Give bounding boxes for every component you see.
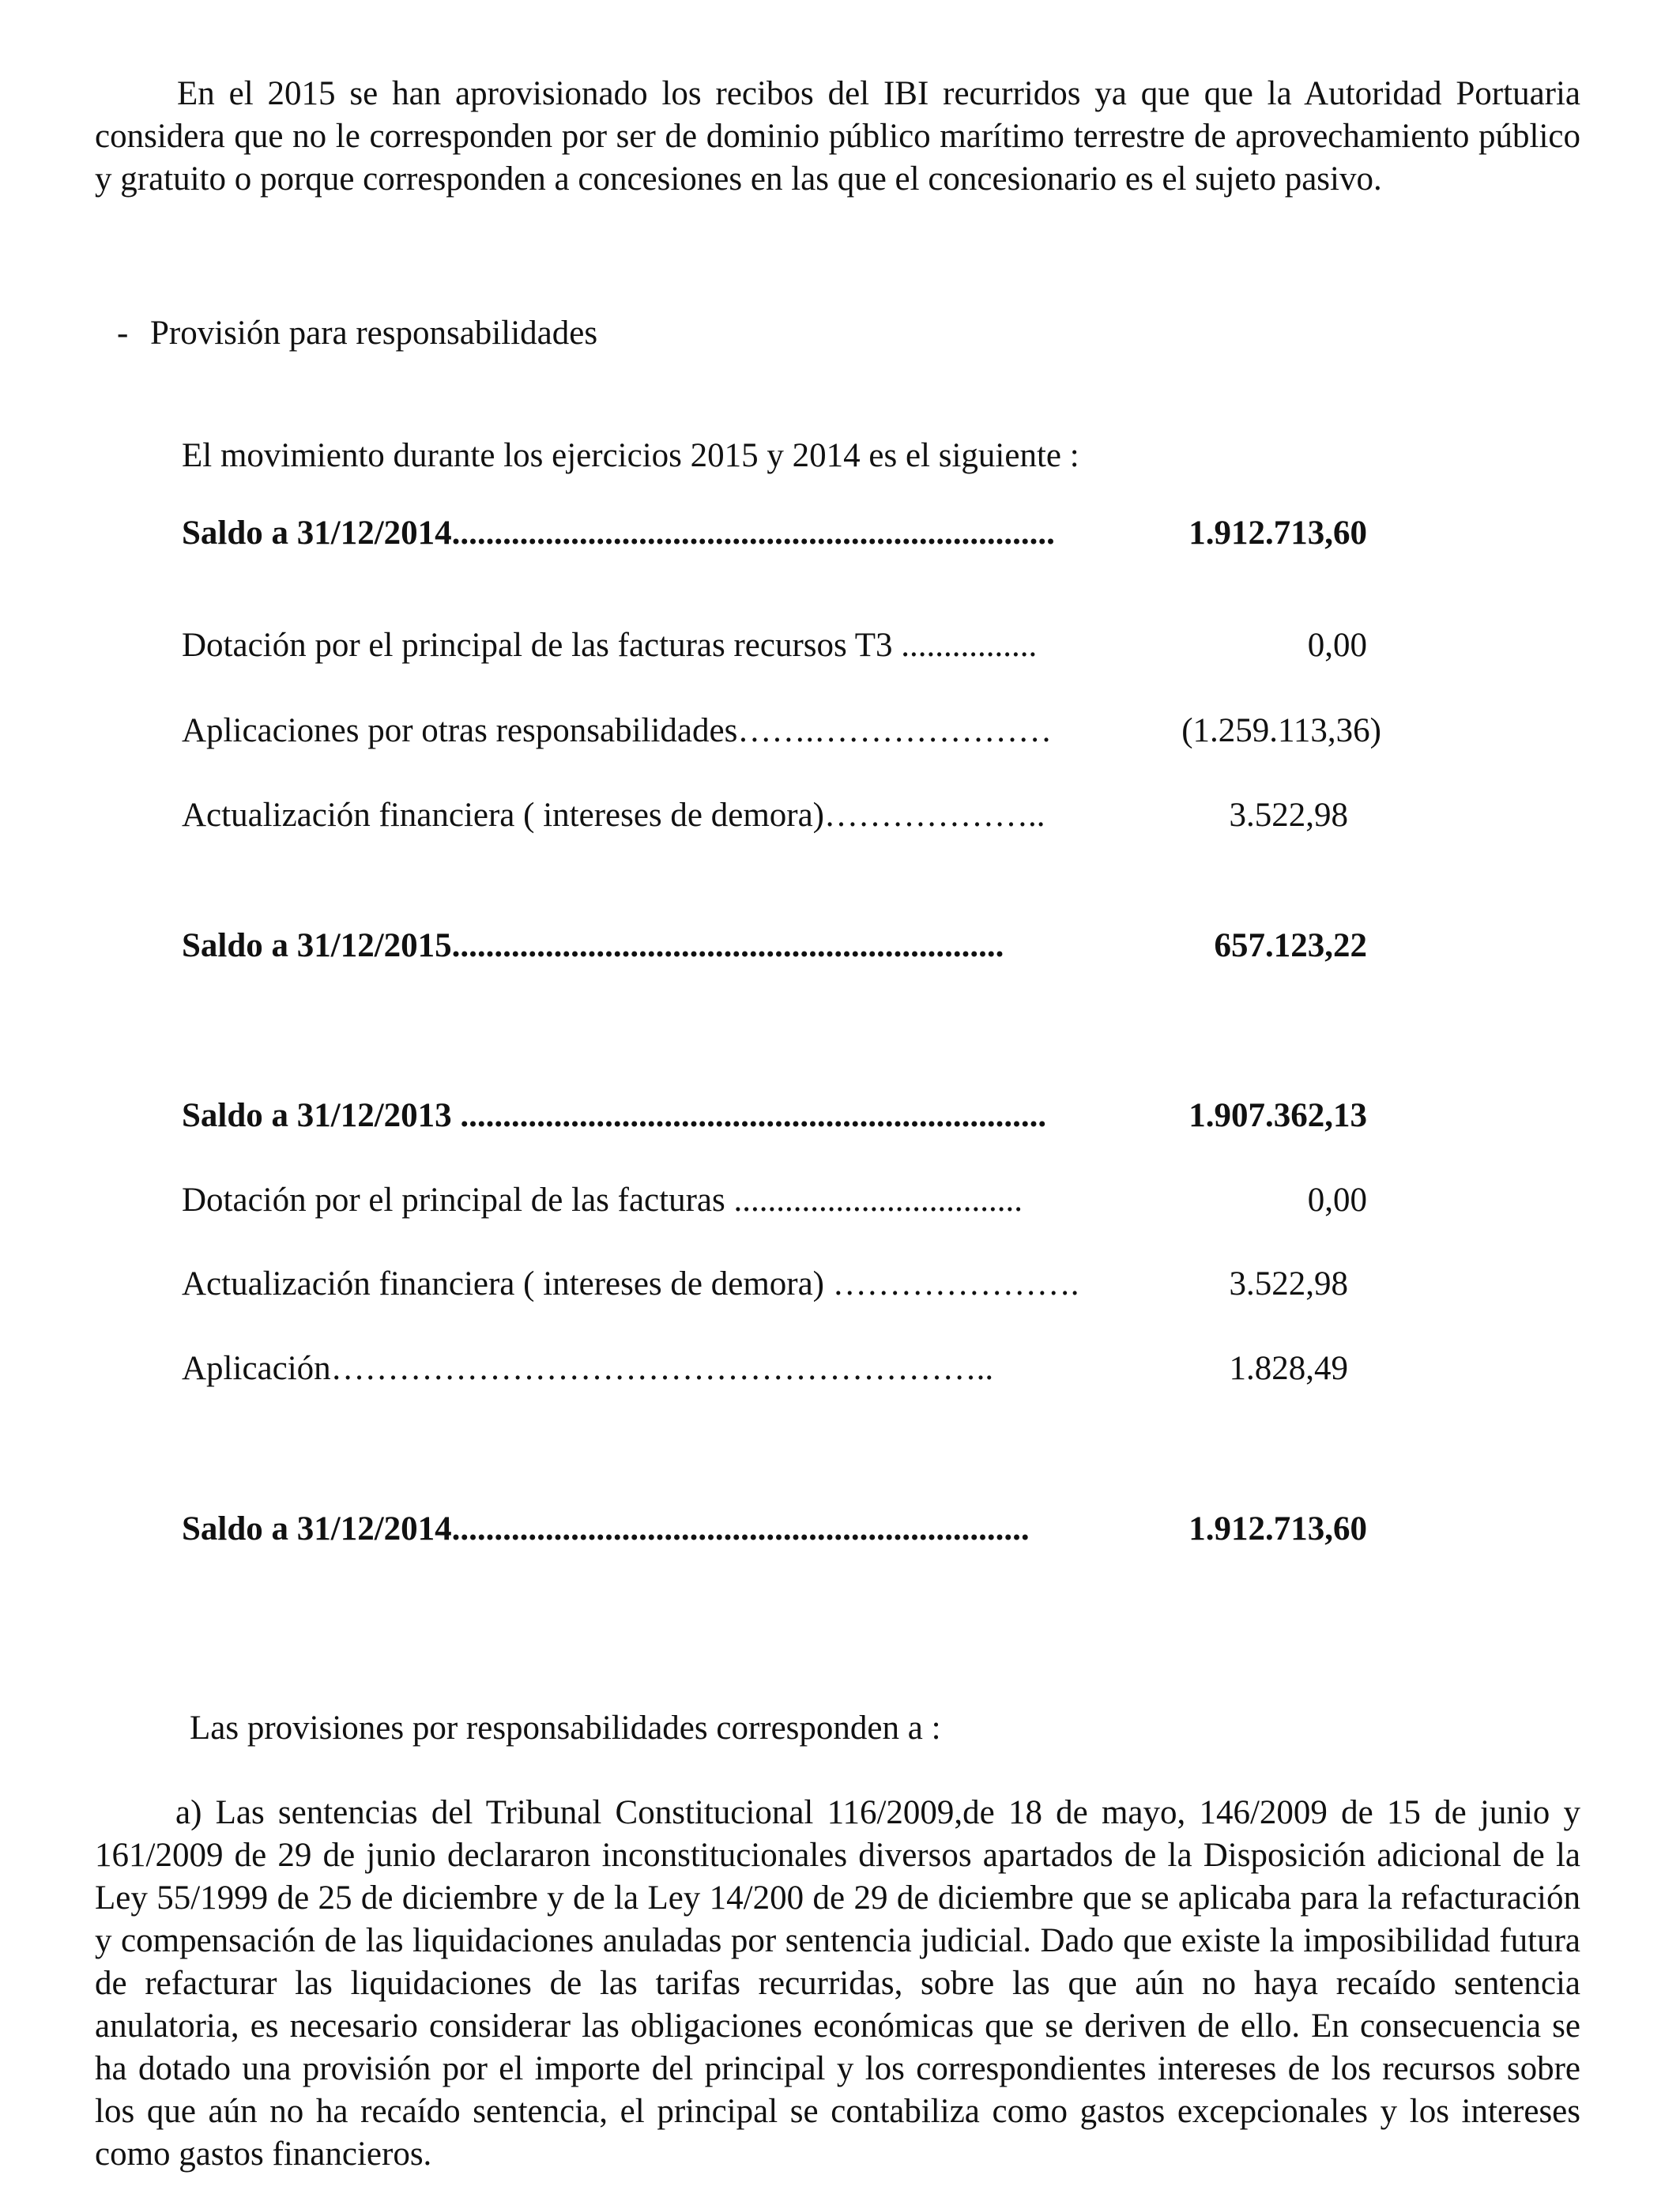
table-row-value: 3.522,98 — [1229, 797, 1348, 834]
table-row-value: 0,00 — [1307, 1182, 1367, 1219]
closing-balance-label: Saldo a 31/12/2014.................................................................... — [182, 1510, 1030, 1547]
opening-balance-value: 1.912.713,60 — [1188, 515, 1367, 552]
closing-balance-value: 657.123,22 — [1214, 927, 1367, 964]
opening-balance-label: Saldo a 31/12/2013 ..................................................................... — [182, 1097, 1047, 1134]
intro-paragraph: En el 2015 se han aprovisionado los recibos del IBI recurridos ya que que la Autoridad Portuaria considera que no le corresponden por ser de dominio público marítimo terrestre de aprovechamiento público y gratuito o porque corresponden a concesiones en las que el concesionario es el sujeto pasivo. — [95, 75, 1580, 198]
paragraph-a: a) Las sentencias del Tribunal Constitucional 116/2009,de 18 de mayo, 146/2009 de 15 de junio y 161/2009 de 29 de junio declararon inconstitucionales diversos apartados de la Disposición adicional de la Ley 55/1999 de 25 de diciembre y de la Ley 14/200 de 29 de diciembre que se aplicaba para la refacturación y compensación de las liquidaciones anuladas por sentencia judicial. Dado que existe la imposibilidad futura de refacturar las liquidaciones de las tarifas recurridas, sobre las que aún no haya recaído sentencia anulatoria, es necesario considerar las obligaciones económicas que se deriven de ello. En consecuencia se ha dotado una provisión por el importe del principal y los correspondientes intereses de los recursos sobre los que aún no ha recaído sentencia, el principal se contabiliza como gastos excepcionales y los intereses como gastos financieros. — [95, 1794, 1580, 2173]
table-row-value: (1.259.113,36) — [1181, 712, 1381, 749]
section-heading: Provisión para responsabilidades — [150, 315, 598, 352]
closing-balance-value: 1.912.713,60 — [1188, 1510, 1367, 1547]
table-row-label: Aplicación………………………………………………….. — [182, 1350, 994, 1387]
opening-balance-label: Saldo a 31/12/2014....................................................................... — [182, 515, 1055, 552]
table-row-label: Actualización financiera ( intereses de demora)……………….. — [182, 797, 1045, 834]
table-row-label: Dotación por el principal de las facturas recursos T3 ................ — [182, 627, 1038, 664]
table-row-value: 3.522,98 — [1229, 1265, 1348, 1302]
provisions-intro: Las provisiones por responsabilidades corresponden a : — [190, 1710, 941, 1747]
opening-balance-value: 1.907.362,13 — [1188, 1097, 1367, 1134]
table-row-label: Aplicaciones por otras responsabilidades…….………………… — [182, 712, 1053, 749]
table-row-value: 0,00 — [1307, 627, 1367, 664]
table-row-label: Dotación por el principal de las facturas .................................. — [182, 1182, 1023, 1219]
movement-intro: El movimiento durante los ejercicios 2015 y 2014 es el siguiente : — [182, 437, 1079, 474]
table-row-value: 1.828,49 — [1229, 1350, 1348, 1387]
section-bullet: - — [117, 315, 129, 352]
closing-balance-label: Saldo a 31/12/2015................................................................. — [182, 927, 1004, 964]
table-row-label: Actualización financiera ( intereses de demora) …………………. — [182, 1265, 1079, 1302]
